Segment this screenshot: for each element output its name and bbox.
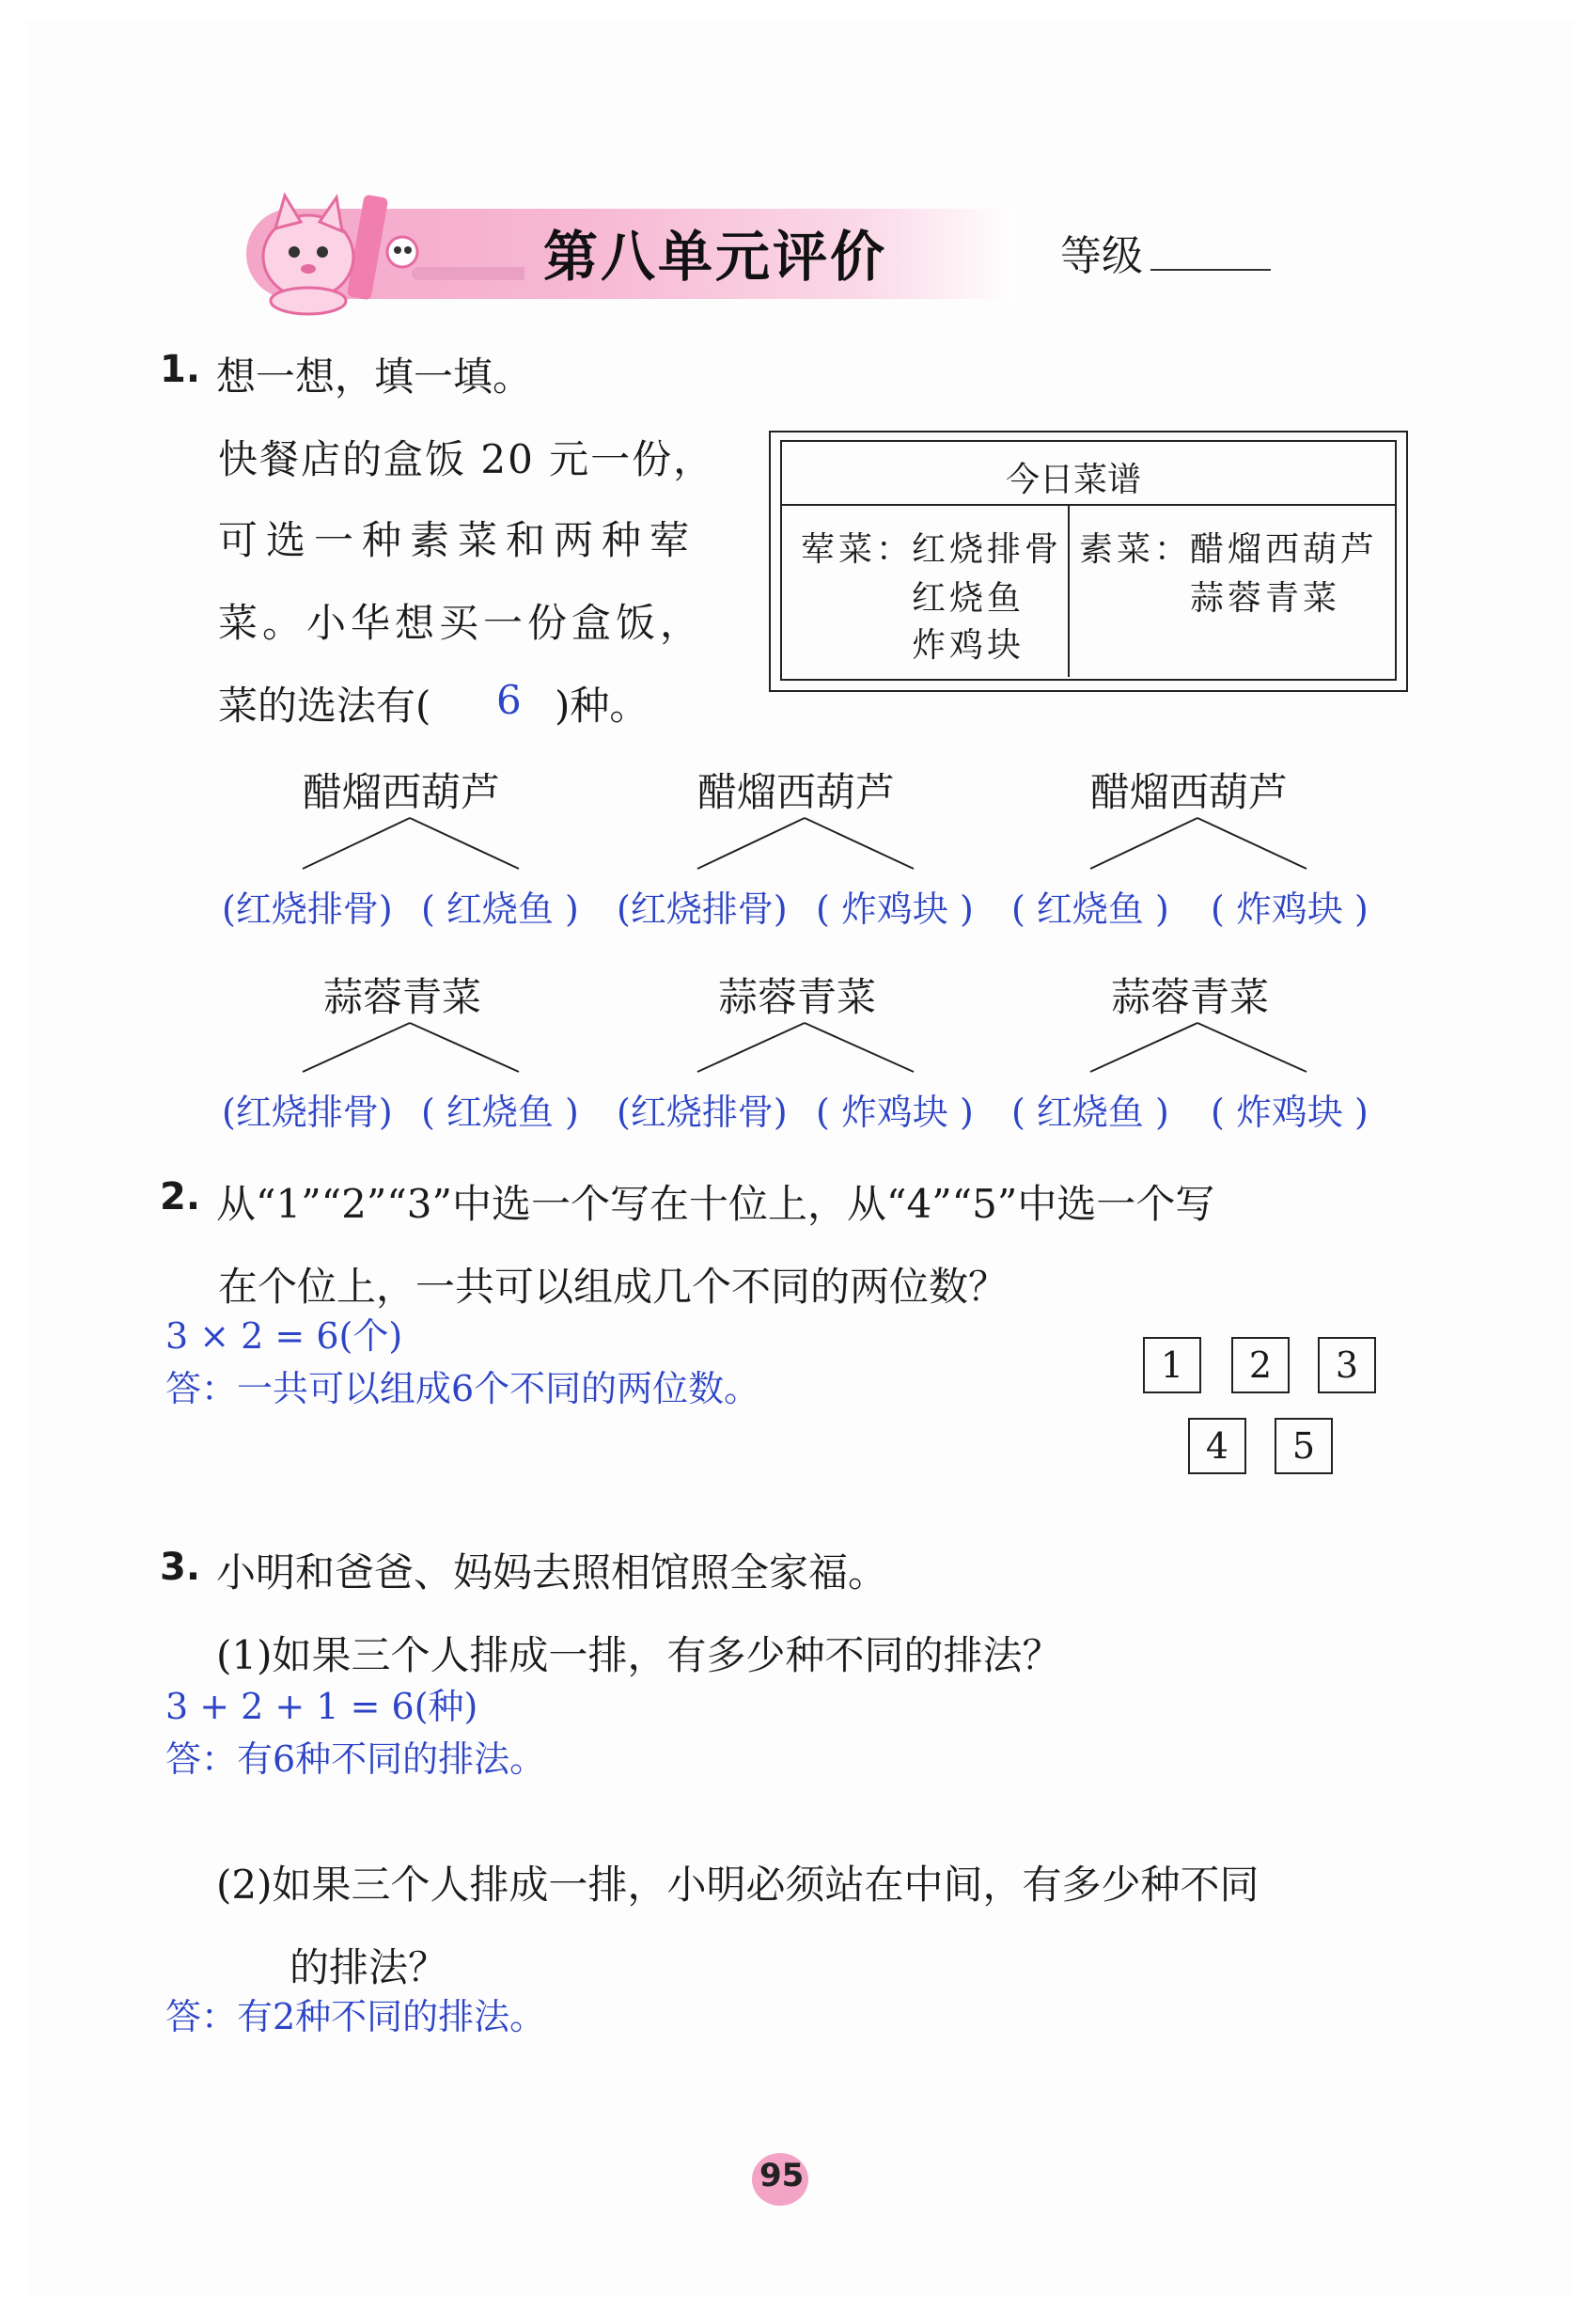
q2-line-1: 从“1”“2”“3”中选一个写在十位上，从“4”“5”中选一个写 bbox=[216, 1181, 1215, 1227]
tree-choice[interactable]: (红烧排骨) bbox=[617, 888, 788, 930]
q1-number: 1. bbox=[160, 348, 201, 391]
tree-root: 醋熘西葫芦 bbox=[303, 769, 501, 815]
menu-veg-item: 醋熘西葫芦 bbox=[1190, 530, 1379, 569]
q3-prompt: 小明和爸爸、妈妈去照相馆照全家福。 bbox=[216, 1549, 888, 1596]
q1-line-2: 可选一种素菜和两种荤 bbox=[218, 517, 698, 563]
q2-number: 2. bbox=[160, 1175, 201, 1218]
tree-choice[interactable]: ( 炸鸡块 ) bbox=[816, 888, 974, 930]
tree-root: 醋熘西葫芦 bbox=[697, 769, 896, 815]
page-title: 第八单元评价 bbox=[543, 225, 888, 289]
q1-line-3: 菜。小华想买一份盒饭， bbox=[218, 600, 705, 646]
tree-choice[interactable]: ( 炸鸡块 ) bbox=[1211, 888, 1369, 930]
tree-choice[interactable]: ( 炸鸡块 ) bbox=[1211, 1092, 1369, 1133]
tree-choice[interactable]: ( 红烧鱼 ) bbox=[421, 1092, 579, 1133]
tree-root: 蒜蓉青菜 bbox=[323, 974, 482, 1020]
q1-blank-answer[interactable]: 6 bbox=[496, 677, 522, 723]
q1-prompt: 想一想，填一填。 bbox=[216, 354, 533, 400]
menu-meat-label: 荤菜： bbox=[801, 530, 915, 569]
q2-answer[interactable]: 答：一共可以组成6个不同的两位数。 bbox=[165, 1368, 760, 1409]
q3-sub2-answer[interactable]: 答：有2种不同的排法。 bbox=[165, 1996, 546, 2037]
digit-box: 4 bbox=[1188, 1418, 1246, 1474]
q3-sub1-calc[interactable]: 3 + 2 + 1 = 6(种) bbox=[165, 1686, 478, 1727]
tree-root: 蒜蓉青菜 bbox=[1111, 974, 1270, 1020]
tree-choice[interactable]: (红烧排骨) bbox=[222, 1092, 393, 1133]
tree-choice[interactable]: ( 炸鸡块 ) bbox=[816, 1092, 974, 1133]
grade-label: 等级 bbox=[1060, 232, 1143, 280]
tree-choice[interactable]: ( 红烧鱼 ) bbox=[421, 888, 579, 930]
menu-meat-item: 红烧鱼 bbox=[912, 579, 1025, 618]
digit-box: 5 bbox=[1275, 1418, 1333, 1474]
q2-line-2: 在个位上，一共可以组成几个不同的两位数？ bbox=[218, 1264, 1009, 1310]
tree-root: 蒜蓉青菜 bbox=[718, 974, 877, 1020]
q3-sub1-answer[interactable]: 答：有6种不同的排法。 bbox=[165, 1738, 546, 1780]
q3-sub2-line-1: (2)如果三个人排成一排，小明必须站在中间，有多少种不同 bbox=[216, 1862, 1260, 1908]
q3-sub1: (1)如果三个人排成一排，有多少种不同的排法？ bbox=[216, 1632, 1062, 1678]
q1-blank-after: )种。 bbox=[555, 683, 649, 729]
digit-box: 2 bbox=[1231, 1337, 1290, 1393]
tree-root: 醋熘西葫芦 bbox=[1090, 769, 1289, 815]
menu-veg-item: 蒜蓉青菜 bbox=[1190, 579, 1341, 618]
tree-choice[interactable]: (红烧排骨) bbox=[222, 888, 393, 930]
tree-choice[interactable]: ( 红烧鱼 ) bbox=[1011, 1092, 1169, 1133]
menu-title: 今日菜谱 bbox=[1006, 461, 1142, 499]
page-number: 95 bbox=[759, 2157, 805, 2194]
menu-veg-label: 素菜： bbox=[1079, 530, 1193, 569]
q3-number: 3. bbox=[160, 1546, 201, 1589]
tree-choice[interactable]: (红烧排骨) bbox=[617, 1092, 788, 1133]
menu-meat-item: 红烧排骨 bbox=[912, 530, 1063, 569]
menu-meat-item: 炸鸡块 bbox=[912, 626, 1025, 665]
q1-line-1: 快餐店的盒饭 20 元一份， bbox=[218, 436, 715, 482]
tree-branch-lines bbox=[0, 0, 1596, 1128]
digit-box: 3 bbox=[1318, 1337, 1376, 1393]
q2-calc[interactable]: 3 × 2 = 6(个) bbox=[165, 1315, 403, 1357]
digit-box: 1 bbox=[1143, 1337, 1201, 1393]
q3-sub2-line-2: 的排法？ bbox=[289, 1944, 448, 1990]
q1-blank-before: 菜的选法有( bbox=[218, 683, 431, 729]
tree-choice[interactable]: ( 红烧鱼 ) bbox=[1011, 888, 1169, 930]
